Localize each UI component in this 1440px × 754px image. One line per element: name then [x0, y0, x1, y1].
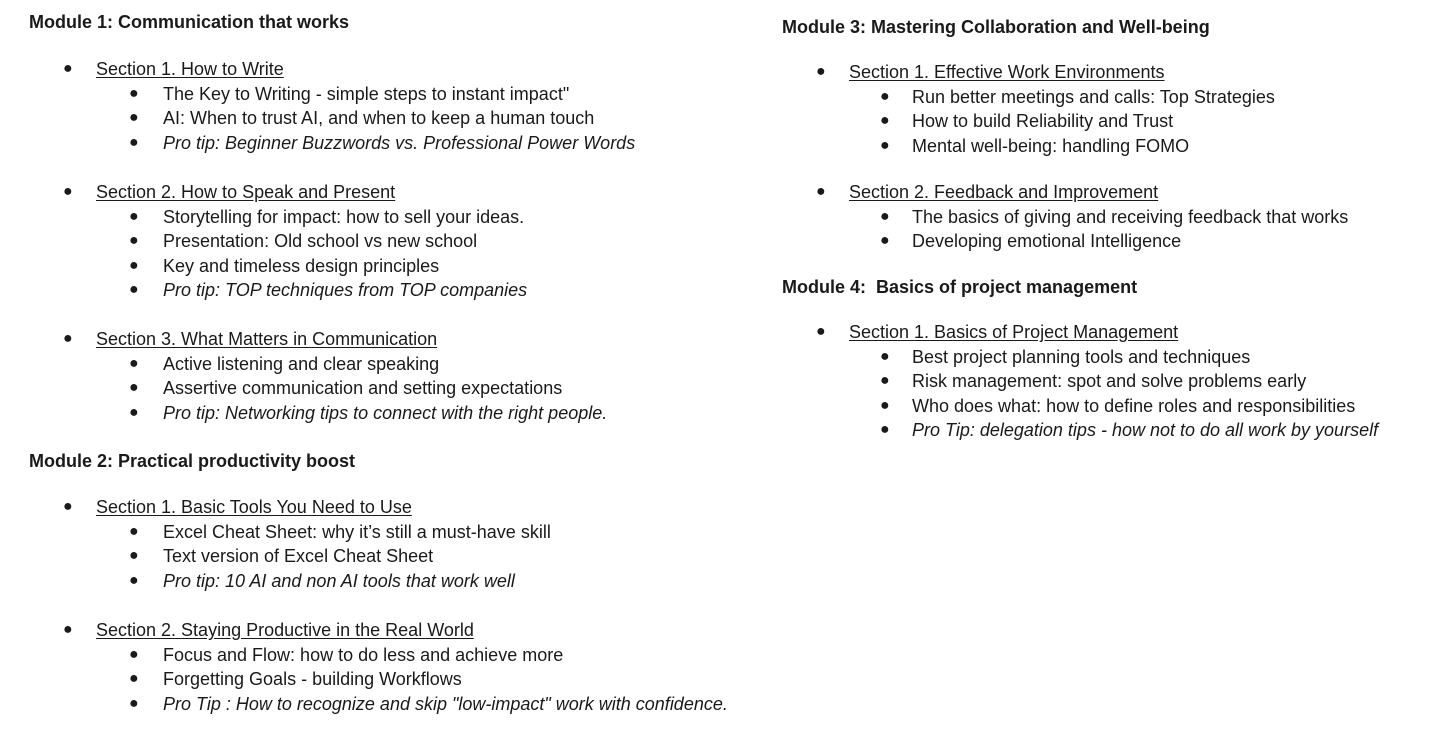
bullet-icon: ●	[816, 63, 826, 80]
bullet-icon: ●	[129, 403, 139, 421]
section-heading	[782, 182, 1218, 207]
item-text: Presentation: Old school vs new school	[163, 231, 478, 251]
list-item	[782, 346, 1251, 372]
bullet-icon: ●	[63, 60, 73, 77]
item-text: Pro tip: 10 AI and non AI tools that work well	[163, 570, 515, 591]
section-heading	[29, 497, 417, 522]
section-heading	[29, 329, 473, 354]
bullet-icon: ●	[129, 670, 139, 687]
item-text: Pro tip: Networking tips to connect with the right people.	[163, 402, 608, 423]
bullet-icon: ●	[880, 347, 890, 365]
bullet-icon: ●	[880, 207, 890, 225]
list-item	[29, 206, 525, 232]
list-item	[29, 378, 563, 403]
section-heading	[782, 322, 1248, 347]
section	[782, 322, 1379, 445]
item-text: The Key to Writing - simple steps to instant impact"	[163, 83, 570, 104]
item-text: Developing emotional Intelligence	[912, 231, 1182, 251]
pro-tip-item	[29, 693, 728, 719]
item-text: Pro tip: TOP techniques from TOP companies	[163, 280, 528, 300]
section-heading	[782, 62, 1165, 87]
item-text: Focus and Flow: how to do less and achieve more	[163, 644, 564, 665]
section-title: Section 2. Staying Productive in the Real World	[96, 620, 474, 640]
bullet-icon: ●	[816, 323, 826, 340]
item-text: The basics of giving and receiving feedback that works	[912, 206, 1349, 227]
item-text: Forgetting Goals - building Workflows	[163, 669, 462, 689]
bullet-icon: ●	[129, 354, 139, 372]
section-title: Section 1. Basic Tools You Need to Use	[96, 497, 412, 517]
section-title: Section 3. What Matters in Communication	[96, 329, 438, 349]
bullet-icon: ●	[129, 694, 139, 712]
list-item	[29, 255, 440, 281]
bullet-icon: ●	[880, 87, 890, 105]
section-title: Section 2. Feedback and Improvement	[849, 182, 1159, 202]
pro-tip-item	[782, 420, 1379, 445]
list-item	[782, 86, 1275, 112]
list-item	[29, 645, 594, 670]
module-title: Module 2: Practical productivity boost	[29, 451, 356, 471]
bullet-icon: ●	[129, 109, 139, 126]
pro-tip-item	[29, 132, 636, 158]
bullet-icon: ●	[129, 256, 139, 274]
bullet-icon: ●	[63, 498, 73, 515]
bullet-icon: ●	[63, 330, 73, 347]
section-title: Section 2. How to Speak and Present	[96, 182, 396, 202]
section	[29, 497, 551, 595]
list-item	[782, 231, 1218, 256]
item-text: Active listening and clear speaking	[163, 353, 440, 374]
list-item	[782, 135, 1190, 161]
bullet-icon: ●	[129, 232, 139, 249]
bullet-icon: ●	[129, 379, 139, 396]
item-text: Excel Cheat Sheet: why it’s still a must-have skill	[163, 521, 551, 542]
bullet-icon: ●	[880, 396, 890, 414]
module-title: Module 4: Basics of project management	[782, 277, 1138, 297]
bullet-icon: ●	[880, 136, 890, 154]
module-title: Module 1: Communication that works	[29, 12, 350, 32]
list-item	[29, 521, 551, 547]
pro-tip-item	[29, 280, 528, 305]
bullet-icon: ●	[880, 421, 890, 438]
item-text: Pro Tip : How to recognize and skip "low-impact" work with confidence.	[163, 693, 728, 714]
module-title: Module 3: Mastering Collaboration and Well-being	[782, 17, 1210, 37]
list-item	[29, 231, 478, 256]
item-text: Who does what: how to define roles and responsibilities	[912, 395, 1356, 416]
section	[782, 62, 1275, 160]
bullet-icon: ●	[880, 112, 890, 129]
section-heading	[29, 620, 594, 645]
bullet-icon: ●	[129, 207, 139, 225]
list-item	[29, 83, 570, 109]
list-item	[782, 111, 1174, 136]
item-text: Mental well-being: handling FOMO	[912, 135, 1190, 156]
section	[782, 182, 1349, 256]
list-item	[29, 546, 434, 571]
item-text: Pro tip: Beginner Buzzwords vs. Professional Power Words	[163, 132, 636, 153]
bullet-icon: ●	[129, 522, 139, 540]
list-item	[29, 108, 595, 133]
item-text: Risk management: spot and solve problems early	[912, 371, 1307, 391]
bullet-icon: ●	[129, 571, 139, 589]
bullet-icon: ●	[816, 183, 826, 200]
list-item	[29, 669, 594, 694]
list-item	[29, 354, 473, 379]
item-text: Assertive communication and setting expectations	[163, 378, 563, 398]
bullet-icon: ●	[129, 645, 139, 663]
list-item	[782, 371, 1307, 396]
item-text: Key and timeless design principles	[163, 255, 440, 276]
item-text: AI: When to trust AI, and when to keep a human touch	[163, 108, 595, 128]
section-title: Section 1. How to Write	[96, 59, 284, 79]
item-text: Text version of Excel Cheat Sheet	[163, 546, 434, 566]
list-item	[782, 206, 1349, 232]
bullet-icon: ●	[129, 84, 139, 102]
item-text: Pro Tip: delegation tips - how not to do all work by yourself	[912, 420, 1379, 440]
pro-tip-item	[29, 402, 608, 428]
pro-tip-item	[29, 570, 515, 596]
bullet-icon: ●	[129, 133, 139, 151]
section-title: Section 1. Basics of Project Management	[849, 322, 1179, 342]
section-title: Section 1. Effective Work Environments	[849, 62, 1165, 82]
section-heading	[29, 59, 501, 84]
section-heading	[29, 182, 396, 207]
section	[29, 620, 728, 718]
section	[29, 59, 636, 157]
section	[29, 329, 608, 427]
item-text: How to build Reliability and Trust	[912, 111, 1174, 131]
section	[29, 182, 528, 305]
item-text: Best project planning tools and techniques	[912, 346, 1251, 367]
bullet-icon: ●	[880, 232, 890, 249]
item-text: Run better meetings and calls: Top Strategies	[912, 86, 1275, 107]
list-item	[782, 395, 1356, 421]
bullet-icon: ●	[129, 547, 139, 564]
bullet-icon: ●	[129, 281, 139, 298]
bullet-icon: ●	[63, 621, 73, 638]
bullet-icon: ●	[63, 183, 73, 200]
bullet-icon: ●	[880, 372, 890, 389]
item-text: Storytelling for impact: how to sell your ideas.	[163, 206, 525, 227]
